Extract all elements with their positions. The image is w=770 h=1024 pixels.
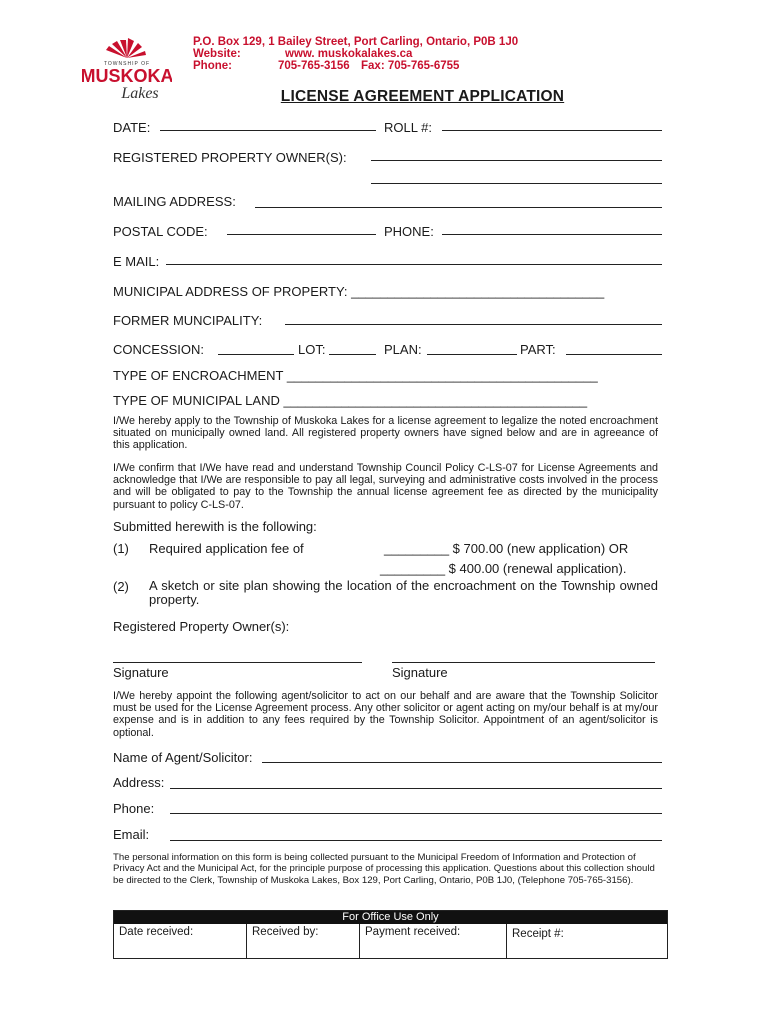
fee-renewal-application[interactable]: _________ $ 400.00 (renewal application). [380,561,627,576]
part-label: PART: [520,342,556,357]
header-phone-label: Phone: [193,60,232,72]
owners-field-2[interactable] [371,183,662,184]
part-field[interactable] [566,354,662,355]
former-municipality-field[interactable] [285,324,662,325]
email-label: E MAIL: [113,254,160,269]
lot-field[interactable] [329,354,376,355]
phone-label: PHONE: [384,224,434,239]
signature-line-1[interactable] [113,662,362,663]
item-1-text: Required application fee of [149,541,304,556]
item-1-number: (1) [113,541,129,556]
logo-township-text: TOWNSHIP OF [103,61,151,67]
encroachment-type-field[interactable]: TYPE OF ENCROACHMENT ___________________________________________ [113,368,598,383]
header-website[interactable]: www. muskokalakes.ca [285,48,413,60]
header-website-label: Website: [193,48,241,60]
signature-label-2: Signature [392,665,448,680]
agent-paragraph: I/We hereby appoint the following agent/solicitor to act on our behalf and are aware that the Township Solicitor must be used for the License Agreement process. Any other solicitor or agent acting on my/our behalf is at my/our expense and is in addition to any fees required by the Township Solicitor. Appointment of an agent/solicitor is optional. [113,690,658,739]
phone-field[interactable] [442,234,662,235]
agent-address-label: Address: [113,775,165,790]
agent-email-label: Email: [113,827,150,842]
agent-phone-label: Phone: [113,801,155,816]
office-use-heading: For Office Use Only [114,911,667,924]
mailing-address-label: MAILING ADDRESS: [113,194,236,209]
concession-field[interactable] [218,354,294,355]
agent-address-field[interactable] [170,788,662,789]
date-received-cell[interactable]: Date received: [114,924,247,958]
logo-name-text: MUSKOKA [82,66,172,86]
receipt-number-cell[interactable]: Receipt #: [512,928,564,940]
item-2-text: A sketch or site plan showing the location of the encroachment on the Township owned property. [149,578,658,607]
signature-label-1: Signature [113,665,169,680]
fee-new-application[interactable]: _________ $ 700.00 (new application) OR [384,541,629,556]
municipal-land-type-field[interactable]: TYPE OF MUNICIPAL LAND __________________________________________ [113,393,588,408]
agent-email-field[interactable] [170,840,662,841]
privacy-notice: The personal information on this form is being collected pursuant to the Municipal Freedom of Information and Protection of Privacy Act and the Municipal Act, for the principle purpose of processing this application. Questions about this collection should be directed to the Clerk, Township of Muskoka Lakes, Box 129, Port Carling, Ontario, P0B 1J0, (Telephone 705-765-3156). [113,852,655,886]
header-phone: 705-765-3156 [278,60,350,72]
policy-paragraph: I/We confirm that I/We have read and understand Township Council Policy C-LS-07 for License Agreements and acknowledge that I/We are responsible to pay all legal, surveying and administrative costs involved in the process and will be obligated to pay to the Township the annual license agreement fee as directed by the municipality pursuant to policy C-LS-07. [113,462,658,511]
municipal-address-field[interactable]: MUNICIPAL ADDRESS OF PROPERTY: ___________________________________ [113,284,605,299]
roll-label: ROLL #: [384,120,432,135]
postal-code-field[interactable] [227,234,376,235]
plan-field[interactable] [427,354,517,355]
header-fax: Fax: 705-765-6755 [361,60,460,72]
owners-label: REGISTERED PROPERTY OWNER(S): [113,150,347,165]
concession-label: CONCESSION: [113,342,205,357]
received-by-cell[interactable]: Received by: [247,924,360,958]
submitted-heading: Submitted herewith is the following: [113,519,317,534]
logo-script-text: Lakes [121,85,159,102]
roll-field[interactable] [442,130,662,131]
office-use-table [113,910,668,959]
date-label: DATE: [113,120,151,135]
agent-phone-field[interactable] [170,813,662,814]
header-address: P.O. Box 129, 1 Bailey Street, Port Carling, Ontario, P0B 1J0 [193,36,519,48]
mailing-address-field[interactable] [255,207,662,208]
agent-name-label: Name of Agent/Solicitor: [113,750,253,765]
lot-label: LOT: [298,342,326,357]
postal-code-label: POSTAL CODE: [113,224,208,239]
date-field[interactable] [160,130,376,131]
item-2-number: (2) [113,579,129,594]
owners-signature-heading: Registered Property Owner(s): [113,619,290,634]
application-paragraph: I/We hereby apply to the Township of Muskoka Lakes for a license agreement to legalize the noted encroachment situated on municipally owned land. All registered property owners have signed below and are in agreeance of this application. [113,415,658,452]
page-title: LICENSE AGREEMENT APPLICATION [280,88,565,105]
agent-name-field[interactable] [262,762,662,763]
former-municipality-label: FORMER MUNCIPALITY: [113,313,263,328]
payment-received-cell[interactable]: Payment received: [360,924,507,958]
plan-label: PLAN: [384,342,422,357]
signature-line-2[interactable] [392,662,655,663]
owners-field-1[interactable] [371,160,662,161]
email-field[interactable] [166,264,662,265]
